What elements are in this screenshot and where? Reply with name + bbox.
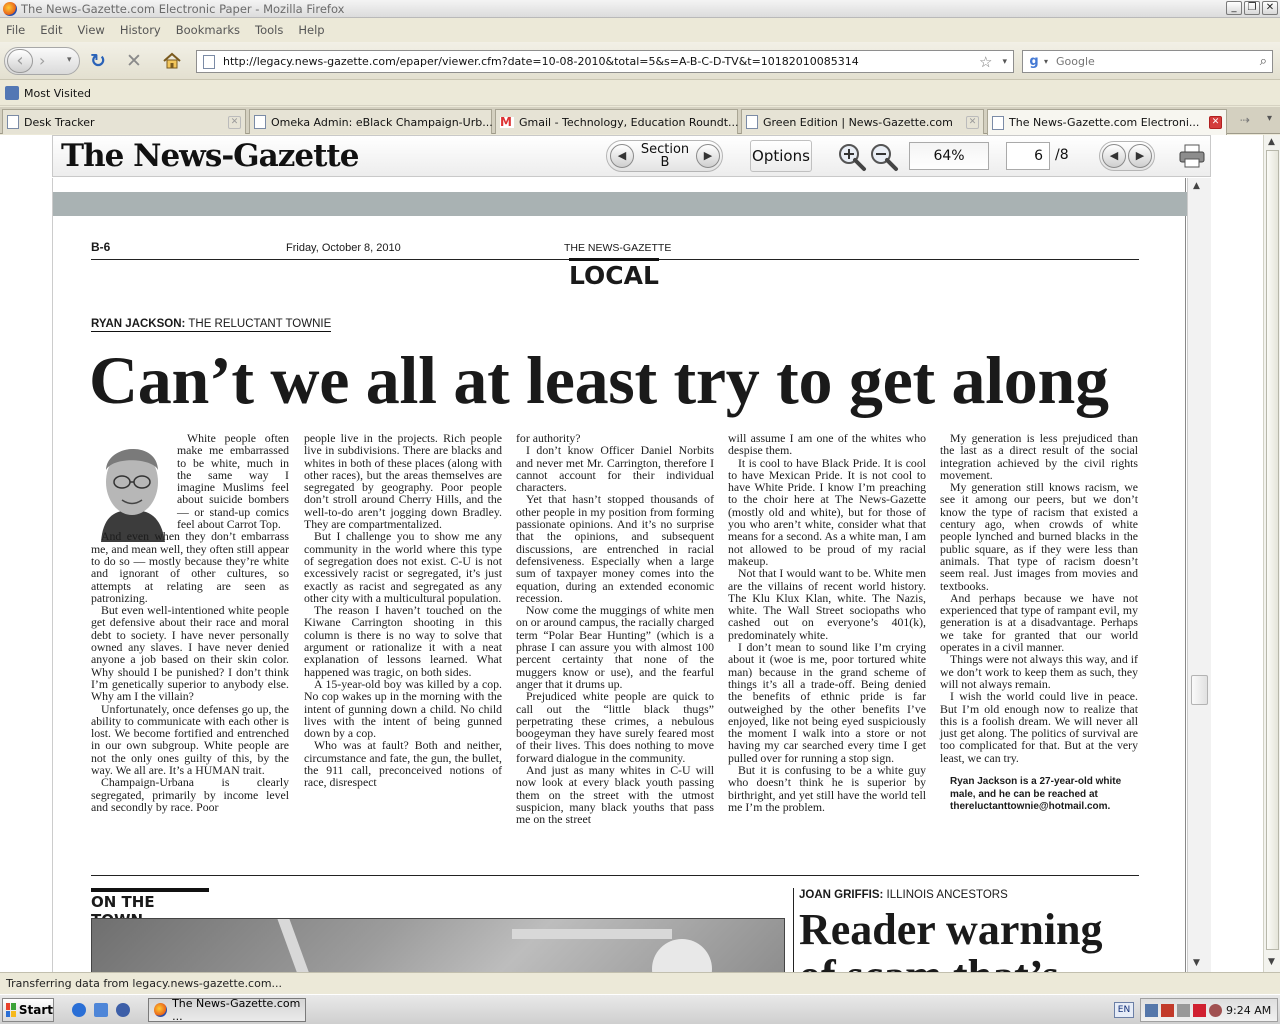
navigation-toolbar <box>0 42 1280 80</box>
language-indicator[interactable]: EN <box>1114 1002 1134 1018</box>
close-tab-icon[interactable]: ✕ <box>966 116 979 129</box>
most-visited-icon <box>5 86 19 100</box>
url-bar[interactable] <box>196 50 1014 73</box>
byline-2 <box>799 889 1008 901</box>
next-section-button[interactable]: ▶ <box>696 144 720 168</box>
page-edge <box>53 192 1187 216</box>
url-text[interactable]: http://legacy.news-gazette.com/epaper/viewer.cfm?date=10-08-2010&total=5&s=A-B-C-D-TV&t=10182010085314 <box>223 55 859 68</box>
article-paragraph: Prejudiced white people are quick to call out the “little black thugs” perpetrating these crimes, a nebulous boogeyman they have surely feared most of their lives. This does nothing to move forward dialogue in the community. <box>516 689 714 765</box>
article-paragraph: It is cool to have Black Pride. It is cool to have Mexican Pride. It is not cool to have White Pride. I know I’m preaching to the choir here at The News-Gazette (mostly old and white), but for those of you who aren’t white, consider what that means for a second. As a white man, I am not allowed to be proud of my racial makeup. <box>728 455 926 568</box>
author-tagline: Ryan Jackson is a 27-year-old white male, and he can be reached at thereluctanttownie@hotmail.com. <box>950 776 1122 813</box>
tab-label: The News-Gazette.com Electroni... <box>1009 116 1200 129</box>
article-paragraph: But I challenge you to show me any community in the world where this type of segregation does not exist. C-U is not excessively racist or segregated, it’s just exactly as racist and segregated as any other city with a multicultural population. <box>304 529 502 605</box>
article-paragraph: I wish the world could live in peace. But I’m old enough now to realize that this is a foolish dream. We will never all just get along. The politics of survival are too complicated for that. But at the very least, we can try. <box>940 689 1138 765</box>
article-paragraph: Not that I would want to be. White men are the villains of recent world history. The Klu Klux Klan, white. The Nazis, white. The Wall Street sociopaths who cashed out on everyone’s 401(k), predominately white. <box>728 566 926 642</box>
page-icon <box>254 115 266 129</box>
article-paragraph: And just as many whites in C-U will now look at every black youth passing them on the street with the utmost suspicion, many black youths that pass me on the street <box>516 763 714 827</box>
tab-news-gazette-epaper[interactable] <box>987 109 1227 135</box>
network-icon[interactable] <box>1145 1004 1158 1017</box>
taskbar-window-label: The News-Gazette.com ... <box>172 997 301 1023</box>
tab-label: Omeka Admin: eBlack Champaign-Urb... <box>271 115 493 129</box>
minimize-button[interactable]: _ <box>1226 1 1242 15</box>
prev-page-button[interactable]: ◀ <box>1102 144 1126 168</box>
history-dropdown-icon[interactable]: ▾ <box>67 55 72 65</box>
window-title: The News-Gazette.com Electronic Paper - Mozilla Firefox <box>21 1 345 16</box>
media-player-icon[interactable] <box>116 1003 130 1017</box>
section-value: B <box>660 155 670 170</box>
url-dropdown-icon[interactable]: ▾ <box>1002 56 1007 67</box>
status-bar <box>0 972 1280 994</box>
page-icon <box>746 115 758 129</box>
close-tab-icon[interactable]: ✕ <box>1209 116 1222 129</box>
tab-omeka-admin[interactable] <box>249 109 492 134</box>
tab-scroll-icon[interactable]: ⇢ <box>1239 113 1250 127</box>
section-label <box>639 143 691 169</box>
second-headline: Reader warning <box>799 905 1103 954</box>
article-column-1 <box>91 432 289 864</box>
zoom-in-icon[interactable] <box>837 142 867 172</box>
page-navigator <box>1099 141 1155 171</box>
article-paragraph: But it is confusing to be a white guy who doesn’t think he is superior by birthright, and yet still have the world tell me I’m the problem. <box>728 763 926 814</box>
page-icon <box>7 115 19 129</box>
byline-2-column: ILLINOIS ANCESTORS <box>886 889 1008 901</box>
zoom-level-field[interactable]: 64% <box>909 142 989 170</box>
article-column-3 <box>516 432 714 864</box>
article-paragraph: A 15-year-old boy was killed by a cop. No cop wakes up in the morning with the intent of gunning down a child. No child lives with the intent of being gunned down by a cop. <box>304 676 502 741</box>
article-paragraph: But even well-intentioned white people get defensive about their race and moral debt to society. I have never personally owned any slaves. I have never denied anyone a job based on their skin color. Why should I be punished? I don’t think I’m genetically superior to anybody else. Why am I the villain? <box>91 603 289 704</box>
page-scroll-thumb[interactable] <box>1191 675 1208 705</box>
scroll-up-icon[interactable]: ▲ <box>1268 137 1275 147</box>
article-column-5 <box>940 432 1138 864</box>
tab-strip <box>0 107 1280 134</box>
article-paragraph: My generation is less prejudiced than the last as a direct result of the social integration achieved by the civil rights movement. <box>940 431 1138 482</box>
security-icon[interactable] <box>1209 1004 1222 1017</box>
search-box[interactable] <box>1022 50 1273 73</box>
article-paragraph: Things were not always this way, and if we don’t work to keep them as such, they will not always remain. <box>940 652 1138 691</box>
back-forward-group <box>4 47 80 75</box>
news-gazette-logo: The News-Gazette <box>61 138 359 174</box>
article-paragraph: Yet that hasn’t stopped thousands of other people in my position from forming passionate opinions. And it’s no surprise that the opinions, and subsequent discussions, are entrenched in racial defensiveness. Especially when a large sum of taxpayer money comes into the equation, during an extended economic recession. <box>516 492 714 605</box>
zoom-out-icon[interactable] <box>869 142 899 172</box>
search-icon[interactable]: ⌕ <box>1259 54 1267 69</box>
article-headline: Can’t we all at least try to get along <box>89 342 1109 418</box>
tab-label: Desk Tracker <box>24 115 95 129</box>
mcafee-icon[interactable] <box>1193 1004 1206 1017</box>
menu-bookmarks[interactable]: Bookmarks <box>175 23 240 37</box>
scroll-down-icon[interactable]: ▼ <box>1193 958 1200 968</box>
menu-tools[interactable]: Tools <box>255 23 284 37</box>
reload-icon[interactable]: ↻ <box>90 50 106 72</box>
start-label: Start <box>18 1003 53 1017</box>
folio-paper-name: THE NEWS-GAZETTE <box>564 242 672 254</box>
close-tab-icon[interactable]: ✕ <box>228 116 241 129</box>
section-navigator <box>606 140 723 172</box>
window-controls <box>1226 1 1278 15</box>
start-button[interactable] <box>2 998 54 1022</box>
article-paragraph: Unfortunately, once defenses go up, the ability to communicate with each other is lost. We become fortified and entrenched in our own subgroup. White people are not the only ones guilty of this, by the way. We all are. It’s a HUMAN trait. <box>91 701 289 778</box>
google-icon[interactable]: g <box>1029 53 1039 69</box>
article-paragraph: And perhaps because we have not experienced that type of rampant evil, my generation is at a disadvantage. Perhaps we take for granted that our world operates in a civil manner. <box>940 590 1138 655</box>
menu-help[interactable]: Help <box>298 23 325 37</box>
page-total: /8 <box>1055 147 1069 163</box>
menu-edit[interactable]: Edit <box>40 23 63 37</box>
browser-scrollbar[interactable] <box>1263 135 1280 972</box>
tab-green-edition[interactable] <box>741 109 984 134</box>
folio-line <box>91 238 1139 260</box>
article-paragraph: Now come the muggings of white men on or around campus, the racially charged term “Polar Bear Hunting” (which is a phrase I can assure you with almost 100 percent certainty that none of the muggers know or use), and the fearful anger that it drums up. <box>516 603 714 691</box>
taskbar-firefox-window[interactable] <box>148 998 306 1022</box>
firefox-icon <box>3 2 17 16</box>
article-paragraph: I don’t know Officer Daniel Norbits and never met Mr. Carrington, therefore I cannot account for their individual characters. <box>516 443 714 495</box>
clock: 9:24 AM <box>1226 1004 1272 1017</box>
tab-gmail[interactable] <box>495 109 738 134</box>
epaper-toolbar <box>52 135 1211 177</box>
article-paragraph: will assume I am one of the whites who despise them. <box>728 431 926 458</box>
outlook-icon[interactable] <box>94 1003 108 1017</box>
back-button[interactable]: ‹ <box>7 49 33 73</box>
scroll-up-icon[interactable]: ▲ <box>1193 181 1200 191</box>
menu-history[interactable]: History <box>119 23 161 37</box>
home-icon[interactable] <box>162 51 182 71</box>
antivirus-icon[interactable] <box>1161 1004 1174 1017</box>
section-heading: LOCAL <box>569 258 659 290</box>
tab-label: Green Edition | News-Gazette.com <box>763 115 953 129</box>
folio-page-number: B-6 <box>91 240 111 254</box>
bookmark-most-visited[interactable]: Most Visited <box>24 86 91 100</box>
print-icon[interactable] <box>1179 144 1205 168</box>
newspaper-page-view[interactable] <box>52 178 1186 972</box>
stop-icon[interactable]: ✕ <box>126 50 142 72</box>
byline-2-author: JOAN GRIFFIS: <box>799 889 884 901</box>
forward-button[interactable]: › <box>39 51 46 70</box>
article-paragraph: Champaign-Urbana is clearly segregated, primarily by income level and secondly by race. Poor <box>91 775 289 814</box>
menu-file[interactable]: File <box>6 23 26 37</box>
taskbar <box>0 994 1280 1024</box>
article-column-4 <box>728 432 926 864</box>
byline-column: THE RELUCTANT TOWNIE <box>188 318 332 330</box>
window-titlebar <box>0 0 1280 18</box>
bookmarks-toolbar <box>0 81 1280 106</box>
volume-icon[interactable] <box>1177 1004 1190 1017</box>
article-column-2 <box>304 432 502 864</box>
section-label-text: Section <box>640 142 690 157</box>
next-page-button[interactable]: ▶ <box>1128 144 1152 168</box>
scroll-down-icon[interactable]: ▼ <box>1268 957 1275 967</box>
article-paragraph: people live in the projects. Rich people live in subdivisions. There are blacks and whites in both of these places (along with other races), but the areas themselves are segregated by geography. Poor people don’t stroll around Cherry Hills, and the well-to-do aren’t jogging down Bradley. They are compartmentalized. <box>304 431 502 532</box>
firefox-icon <box>154 1003 167 1017</box>
page-number-input[interactable]: 6 <box>1006 142 1050 170</box>
search-input[interactable] <box>1056 55 1260 68</box>
article-paragraph: And even when they don’t embarrass me, and mean well, they often still appear to do so — mostly because they’re white and ignorant of other cultures, so attempts at relating are seen as patronizing. <box>91 529 289 605</box>
article-paragraph: Who was at fault? Both and neither, circumstance and fate, the gun, the bullet, the 911 call, preconceived notions of race, disrespect <box>304 738 502 790</box>
restore-button[interactable]: ❐ <box>1244 1 1260 15</box>
article-paragraph: I don’t mean to sound like I’m crying about it (woe is me, poor tortured white man) because in the grand scheme of things it’s all a trade-off. Being denied the benefits of ethnic pride is far outweighed by the other benefits I’ve enjoyed, like not being eyed suspiciously the moment I walk into a store or not having my car searched every time I get pulled over for running a stop sign. <box>728 640 926 765</box>
browser-content <box>0 135 1280 972</box>
windows-logo-icon <box>6 1003 16 1017</box>
browser-scroll-thumb[interactable] <box>1266 150 1279 950</box>
options-button[interactable]: Options <box>750 140 812 172</box>
bookmark-star-icon[interactable]: ☆ <box>979 52 993 71</box>
divider <box>91 875 1139 876</box>
article-paragraph: My generation still knows racism, we see it among our peers, but we don’t know the type of racism that existed a century ago, when crowds of white people lynched and burned blacks in the public square, as if they were less than animals. That type of racism doesn’t seem real. Just images from movies and textbooks. <box>940 480 1138 593</box>
menu-bar <box>0 19 1280 41</box>
page-scrollbar[interactable] <box>1187 178 1211 972</box>
prev-section-button[interactable]: ◀ <box>610 144 634 168</box>
on-the-town-heading: ON THE <box>91 888 209 929</box>
article-paragraph: White people often make me embarrassed to be white, much in the same way I imagine Muslims feel about suicide bombers — or stand-up comics feel about Carrot Top. <box>177 431 289 532</box>
tab-desk-tracker[interactable] <box>2 109 246 134</box>
menu-view[interactable]: View <box>77 23 105 37</box>
page-icon <box>203 55 215 69</box>
search-engine-dropdown-icon[interactable]: ▾ <box>1044 57 1049 66</box>
article-paragraph: for authority? <box>516 431 581 445</box>
byline-author: RYAN JACKSON: <box>91 318 186 330</box>
page-icon <box>992 116 1004 130</box>
gmail-icon <box>500 117 514 128</box>
photo-detail <box>512 929 672 939</box>
close-window-button[interactable]: ✕ <box>1262 1 1278 15</box>
internet-explorer-icon[interactable] <box>72 1003 86 1017</box>
folio-date: Friday, October 8, 2010 <box>286 242 401 254</box>
status-text: Transferring data from legacy.news-gazette.com... <box>6 977 283 990</box>
tab-list-dropdown-icon[interactable]: ▾ <box>1266 113 1272 124</box>
article-paragraph: The reason I haven’t touched on the Kiwane Carrington shooting in this column is there is no way to solve that argument or rationalize it with a neat explanation of lessons learned. What happened was tragic, on both sides. <box>304 603 502 679</box>
byline <box>91 318 331 332</box>
tab-label: Gmail - Technology, Education Roundt... <box>519 115 739 129</box>
